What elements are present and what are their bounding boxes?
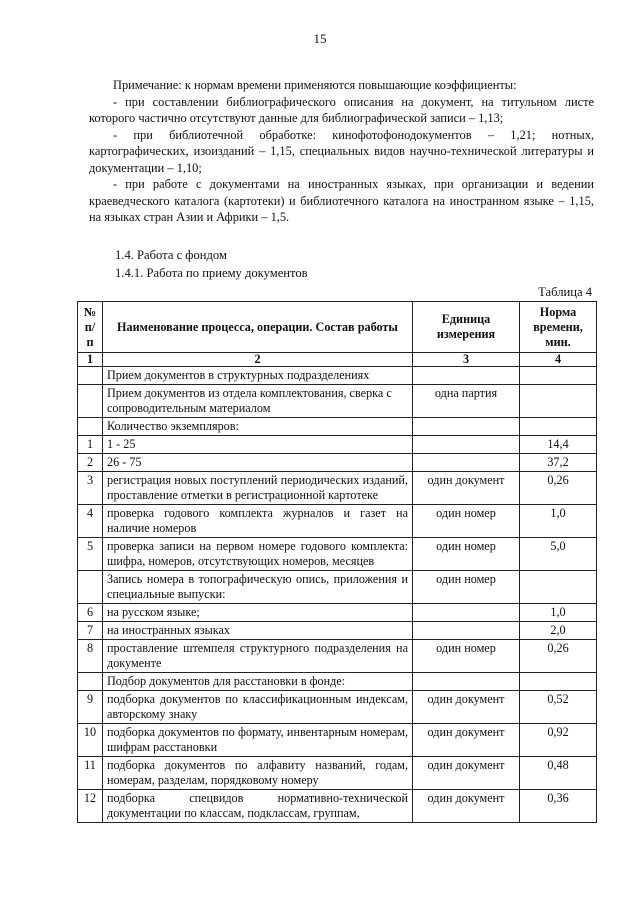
- row-unit: один документ: [413, 472, 520, 505]
- row-norm: 14,4: [520, 436, 597, 454]
- note-item: - при работе с документами на иностранных языках, при организации и ведении краеведческого каталога (картотеки) и библиотечного каталога на иностранном языке – 1,15, на языках стран Азии и Африки – 1,5.: [89, 177, 594, 224]
- row-unit: [413, 604, 520, 622]
- row-number: [78, 385, 103, 418]
- table-row: [78, 691, 597, 724]
- table-row: [78, 673, 597, 691]
- row-norm: [520, 571, 597, 604]
- row-number: 12: [78, 790, 103, 823]
- row-number: [78, 571, 103, 604]
- row-norm: [520, 418, 597, 436]
- table-row: [78, 454, 597, 472]
- table-row: [78, 385, 597, 418]
- row-number: [78, 418, 103, 436]
- header-norm: Норма времени, мин.: [520, 302, 597, 353]
- row-norm: 0,36: [520, 790, 597, 823]
- row-number: 11: [78, 757, 103, 790]
- column-number: 3: [413, 353, 520, 367]
- row-name: проставление штемпеля структурного подразделения на документе: [103, 640, 413, 673]
- note-block: [89, 77, 594, 226]
- row-unit: [413, 367, 520, 385]
- note-intro: Примечание: к нормам времени применяются повышающие коэффициенты:: [113, 78, 517, 92]
- row-name: Прием документов из отдела комплектования, сверка с сопроводительным материалом: [103, 385, 413, 418]
- row-norm: 0,52: [520, 691, 597, 724]
- column-number: 4: [520, 353, 597, 367]
- row-name: Подбор документов для расстановки в фонде:: [103, 673, 413, 691]
- row-norm: [520, 385, 597, 418]
- row-number: 9: [78, 691, 103, 724]
- row-name: подборка спецвидов нормативно-технической документации по классам, подклассам, группам,: [103, 790, 413, 823]
- row-name: подборка документов по алфавиту названий, годам, номерам, разделам, порядковому номеру: [103, 757, 413, 790]
- row-unit: один документ: [413, 790, 520, 823]
- row-number: 7: [78, 622, 103, 640]
- row-name: 1 - 25: [103, 436, 413, 454]
- row-name: 26 - 75: [103, 454, 413, 472]
- row-norm: 0,26: [520, 472, 597, 505]
- table-row: [78, 436, 597, 454]
- row-norm: 5,0: [520, 538, 597, 571]
- table-column-numbers-row: [78, 353, 597, 367]
- note-item: - при библиотечной обработке: кинофотофонодокументов – 1,21; нотных, картографических, изоизданий – 1,15, специальных видов научно-технической литературы и документации – 1,10;: [89, 127, 594, 175]
- row-number: 8: [78, 640, 103, 673]
- row-name: регистрация новых поступлений периодических изданий, проставление отметки в регистрационной картотеке: [103, 472, 413, 505]
- table-row: [78, 622, 597, 640]
- row-name: Запись номера в топографическую опись, приложения и специальные выпуски:: [103, 571, 413, 604]
- note-item: - при составлении библиографического описания на документ, на титульном листе которого частично отсутствуют данные для библиографической записи – 1,13;: [89, 94, 594, 125]
- row-name: на русском языке;: [103, 604, 413, 622]
- row-name: подборка документов по классификационным индексам, авторскому знаку: [103, 691, 413, 724]
- row-number: 6: [78, 604, 103, 622]
- row-name: подборка документов по формату, инвентарным номерам, шифрам расстановки: [103, 724, 413, 757]
- row-norm: 1,0: [520, 604, 597, 622]
- table-caption: Таблица 4: [538, 285, 592, 299]
- row-unit: [413, 418, 520, 436]
- row-number: [78, 367, 103, 385]
- row-number: [78, 673, 103, 691]
- row-unit: [413, 454, 520, 472]
- row-name: проверка записи на первом номере годового комплекта: шифра, номеров, отсутствующих номеров, месяцев: [103, 538, 413, 571]
- row-norm: 2,0: [520, 622, 597, 640]
- table-header-row: [78, 302, 597, 353]
- header-process-name: Наименование процесса, операции. Состав работы: [103, 302, 413, 353]
- table-row: [78, 724, 597, 757]
- row-norm: 37,2: [520, 454, 597, 472]
- column-number: 1: [78, 353, 103, 367]
- row-norm: [520, 367, 597, 385]
- row-unit: один документ: [413, 757, 520, 790]
- row-norm: [520, 673, 597, 691]
- subsection-heading: 1.4.1. Работа по приему документов: [115, 266, 308, 280]
- table-row: [78, 505, 597, 538]
- row-unit: один номер: [413, 571, 520, 604]
- table-row: [78, 604, 597, 622]
- row-norm: 0,48: [520, 757, 597, 790]
- row-unit: [413, 622, 520, 640]
- section-heading: 1.4. Работа с фондом: [115, 248, 227, 262]
- row-number: 2: [78, 454, 103, 472]
- row-name: проверка годового комплекта журналов и газет на наличие номеров: [103, 505, 413, 538]
- table-row: [78, 757, 597, 790]
- row-norm: 0,92: [520, 724, 597, 757]
- row-unit: [413, 673, 520, 691]
- row-number: 10: [78, 724, 103, 757]
- table-row: [78, 538, 597, 571]
- page-number: 15: [313, 31, 327, 46]
- table-row: [78, 640, 597, 673]
- column-number: 2: [103, 353, 413, 367]
- row-number: 5: [78, 538, 103, 571]
- row-name: Прием документов в структурных подразделениях: [103, 367, 413, 385]
- row-unit: один номер: [413, 640, 520, 673]
- row-name: Количество экземпляров:: [103, 418, 413, 436]
- header-number: № п/п: [78, 302, 103, 353]
- row-number: 3: [78, 472, 103, 505]
- row-number: 4: [78, 505, 103, 538]
- row-norm: 0,26: [520, 640, 597, 673]
- table-row: [78, 418, 597, 436]
- row-unit: один номер: [413, 505, 520, 538]
- row-unit: один документ: [413, 724, 520, 757]
- row-unit: один номер: [413, 538, 520, 571]
- row-norm: 1,0: [520, 505, 597, 538]
- row-unit: [413, 436, 520, 454]
- table-row: [78, 367, 597, 385]
- header-unit: Единица измерения: [413, 302, 520, 353]
- row-name: на иностранных языках: [103, 622, 413, 640]
- row-number: 1: [78, 436, 103, 454]
- table-row: [78, 790, 597, 823]
- table-row: [78, 571, 597, 604]
- table-row: [78, 472, 597, 505]
- row-unit: одна партия: [413, 385, 520, 418]
- work-norms-table: [77, 301, 597, 823]
- row-unit: один документ: [413, 691, 520, 724]
